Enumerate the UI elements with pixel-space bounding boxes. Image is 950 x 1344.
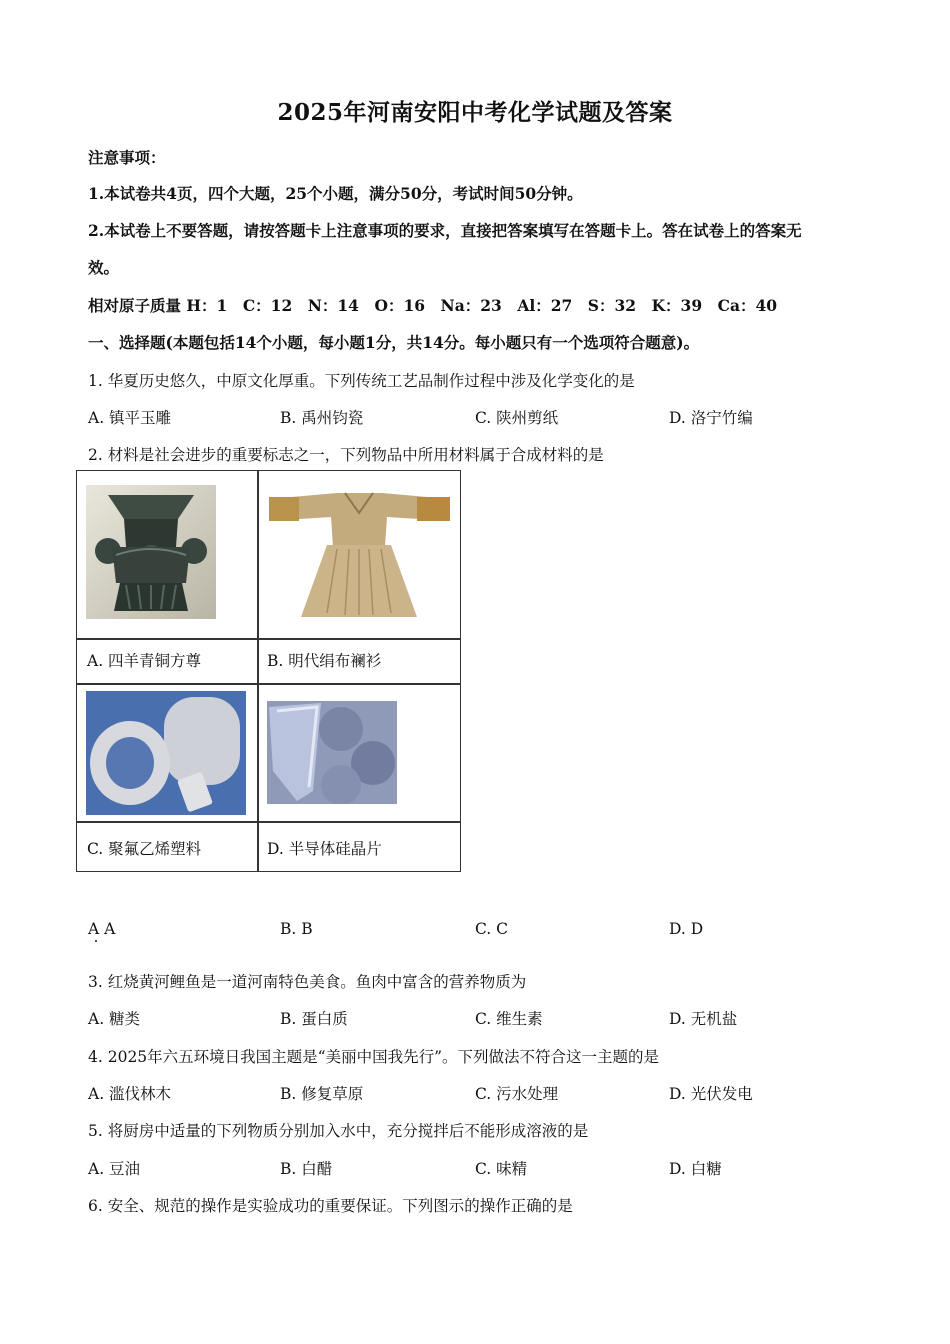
- option-b: B. B: [280, 920, 313, 938]
- notes-heading: 注意事项：: [88, 148, 166, 167]
- question-4-options: [88, 1082, 868, 1104]
- question-1-options: [88, 406, 868, 428]
- option-c: C. 味精: [475, 1160, 528, 1178]
- notes-item-2-cont: 效。: [88, 258, 120, 277]
- table-caption-a: A. 四羊青铜方尊: [87, 652, 202, 670]
- option-b: B. 禹州钧瓷: [280, 409, 364, 427]
- notes-item-1: 1.本试卷共4页，四个大题，25个小题，满分50分，考试时间50分钟。: [88, 184, 583, 203]
- table-divider: [77, 683, 460, 685]
- option-b: B. 蛋白质: [280, 1010, 348, 1028]
- option-b: B. 白醋: [280, 1160, 333, 1178]
- option-c: C. 污水处理: [475, 1085, 559, 1103]
- option-d: D. D: [669, 920, 704, 938]
- bronze-zun-image: [86, 485, 216, 619]
- question-6-stem: 6. 安全、规范的操作是实验成功的重要保证。下列图示的操作正确的是: [88, 1197, 573, 1215]
- option-c: C. 陕州剪纸: [475, 409, 559, 427]
- table-caption-b: B. 明代绢布襕衫: [267, 652, 382, 670]
- table-divider: [77, 638, 460, 640]
- option-d: D. 无机盐: [669, 1010, 738, 1028]
- page-title: 2025年河南安阳中考化学试题及答案: [277, 99, 673, 126]
- option-d: D. 白糖: [669, 1160, 722, 1178]
- question-5-stem: 5. 将厨房中适量的下列物质分别加入水中，充分搅拌后不能形成溶液的是: [88, 1122, 589, 1140]
- section-1-heading: 一、选择题(本题包括14个小题，每小题1分，共14分。每小题只有一个选项符合题意)。: [88, 333, 700, 352]
- atomic-mass-line: 相对原子质量 H：1 C：12 N：14 O：16 Na：23 Al：27 S：32 K：39 Ca：40: [88, 296, 778, 315]
- table-caption-d: D. 半导体硅晶片: [267, 840, 382, 858]
- question-5-options: [88, 1157, 868, 1179]
- option-a: A. 镇平玉雕: [88, 409, 172, 427]
- option-a: A. 糖类: [88, 1010, 141, 1028]
- question-4-stem: 4. 2025年六五环境日我国主题是“美丽中国我先行”。下列做法不符合这一主题的是: [88, 1048, 660, 1066]
- question-2-stem: 2. 材料是社会进步的重要标志之一，下列物品中所用材料属于合成材料的是: [88, 446, 604, 464]
- question-3-options: [88, 1007, 868, 1029]
- decimal-dot: [95, 940, 97, 942]
- question-3-stem: 3. 红烧黄河鲤鱼是一道河南特色美食。鱼肉中富含的营养物质为: [88, 973, 527, 991]
- plastic-tube-image: [86, 691, 246, 815]
- ming-robe-image: [267, 479, 452, 629]
- table-caption-c: C. 聚氟乙烯塑料: [87, 840, 202, 858]
- option-a: A. 滥伐林木: [88, 1085, 172, 1103]
- option-d: D. 洛宁竹编: [669, 409, 753, 427]
- option-c: C. C: [475, 920, 509, 938]
- silicon-wafer-image: [267, 701, 397, 804]
- materials-table: [76, 470, 461, 872]
- option-a: A. 豆油: [88, 1160, 141, 1178]
- question-1-stem: 1. 华夏历史悠久，中原文化厚重。下列传统工艺品制作过程中涉及化学变化的是: [88, 372, 635, 390]
- table-divider: [257, 471, 259, 871]
- notes-item-2: 2.本试卷上不要答题，请按答题卡上注意事项的要求，直接把答案填写在答题卡上。答在试卷上的答案无: [88, 221, 802, 240]
- question-2-options: [88, 920, 868, 942]
- table-divider: [77, 821, 460, 823]
- option-a: A A: [88, 920, 116, 938]
- option-c: C. 维生素: [475, 1010, 543, 1028]
- option-d: D. 光伏发电: [669, 1085, 753, 1103]
- option-b: B. 修复草原: [280, 1085, 364, 1103]
